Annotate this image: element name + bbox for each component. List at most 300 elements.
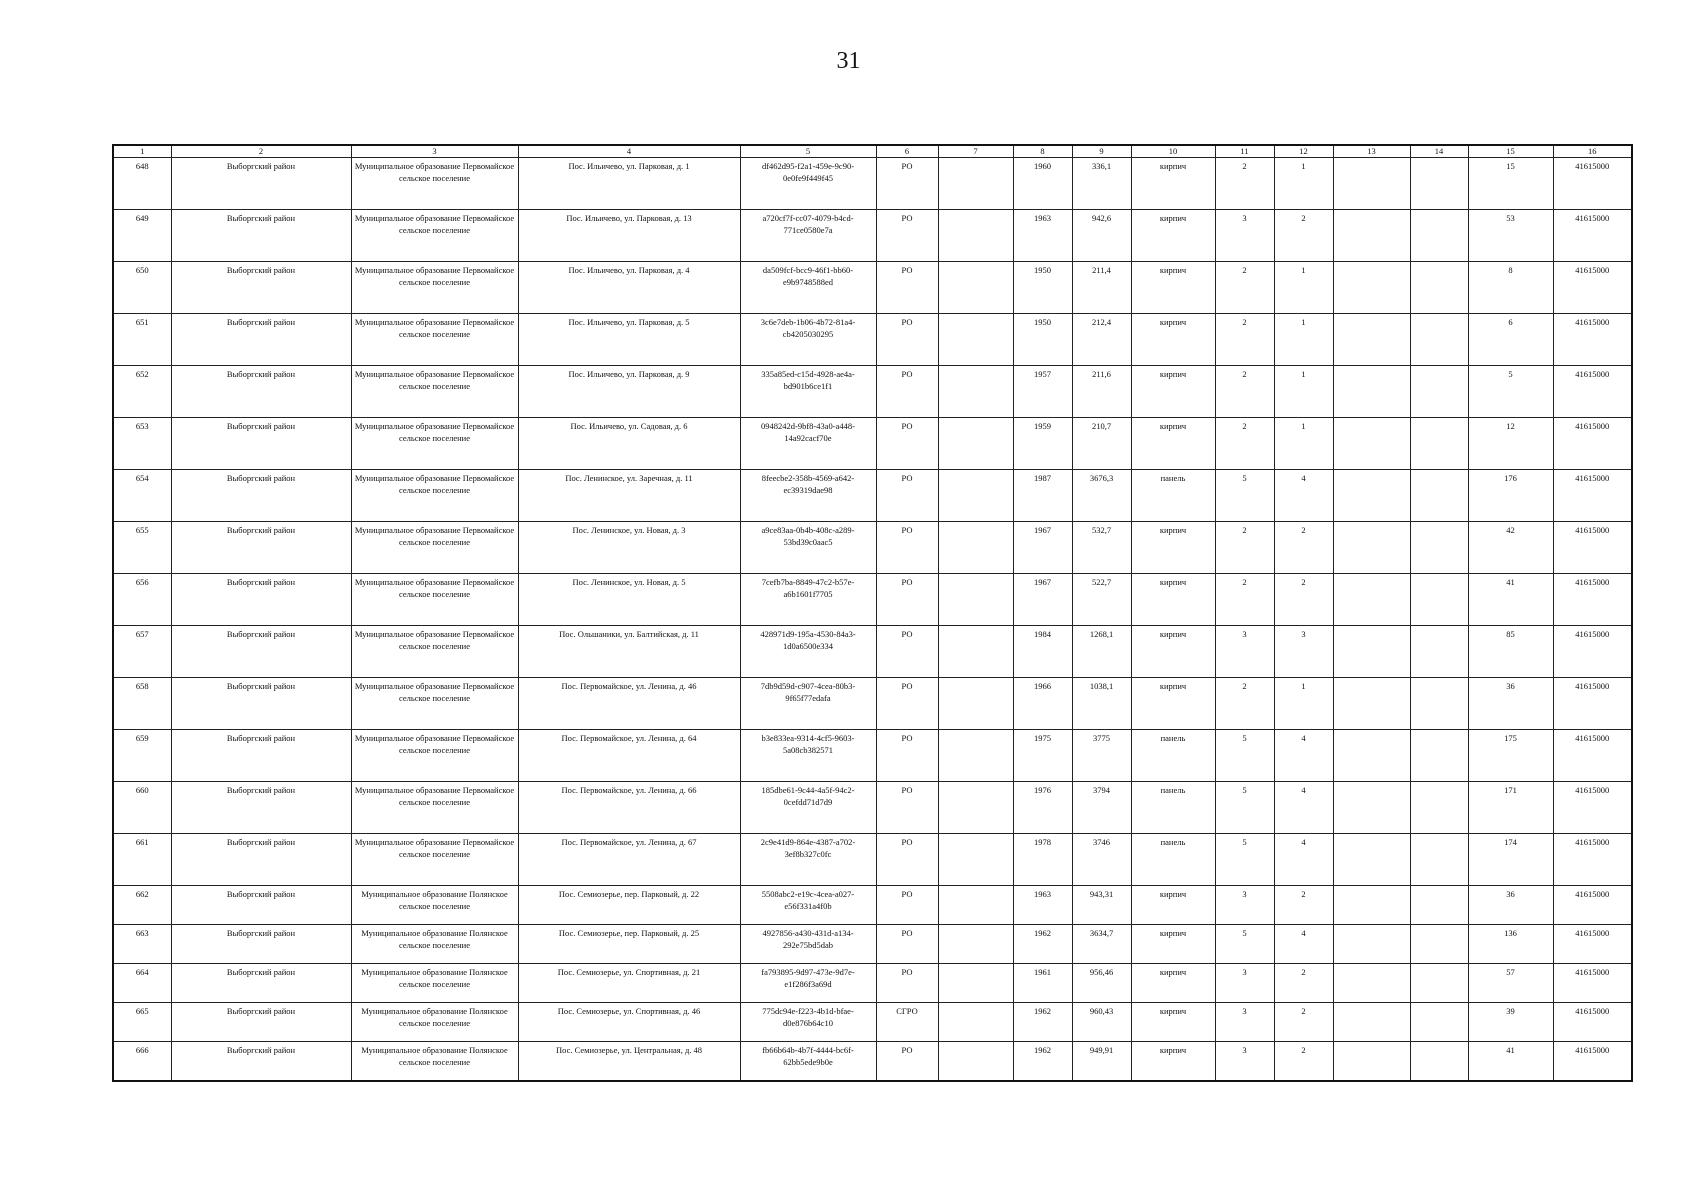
cell-house-guid: 7db9d59d-c907-4cea-80b3-9f65f77edafa: [740, 678, 876, 730]
cell-municipality: Муниципальное образование Первомайское сельское поселение: [351, 470, 518, 522]
column-header-11: 11: [1215, 145, 1274, 158]
cell-row-number: 650: [113, 262, 171, 314]
cell-municipality: Муниципальное образование Первомайское сельское поселение: [351, 366, 518, 418]
cell-col-13: [1333, 925, 1410, 964]
cell-district: Выборгский район: [171, 418, 351, 470]
cell-area: 960,43: [1072, 1003, 1131, 1042]
cell-col-14: [1410, 1003, 1468, 1042]
cell-row-number: 652: [113, 366, 171, 418]
cell-district: Выборгский район: [171, 925, 351, 964]
cell-year-built: 1984: [1013, 626, 1072, 678]
cell-address: Пос. Семиозерье, пер. Парковый, д. 22: [518, 886, 740, 925]
cell-year-built: 1978: [1013, 834, 1072, 886]
table-row: [113, 210, 1632, 262]
cell-year-built: 1963: [1013, 886, 1072, 925]
cell-col-7: [938, 314, 1013, 366]
cell-entrances: 1: [1274, 678, 1333, 730]
table-row: [113, 730, 1632, 782]
cell-floors: 3: [1215, 964, 1274, 1003]
cell-oktmo: 41615000: [1553, 782, 1632, 834]
cell-col-7: [938, 886, 1013, 925]
table-row: [113, 366, 1632, 418]
cell-management-type: РО: [876, 210, 938, 262]
cell-floors: 3: [1215, 1003, 1274, 1042]
cell-municipality: Муниципальное образование Первомайское сельское поселение: [351, 678, 518, 730]
cell-col-13: [1333, 418, 1410, 470]
cell-address: Пос. Ильичево, ул. Парковая, д. 5: [518, 314, 740, 366]
cell-house-guid: a720cf7f-cc07-4079-b4cd-771ce0580e7a: [740, 210, 876, 262]
cell-row-number: 654: [113, 470, 171, 522]
cell-col-13: [1333, 834, 1410, 886]
cell-entrances: 1: [1274, 314, 1333, 366]
cell-col-14: [1410, 886, 1468, 925]
cell-year-built: 1959: [1013, 418, 1072, 470]
cell-floors: 3: [1215, 626, 1274, 678]
cell-area: 336,1: [1072, 158, 1131, 210]
cell-address: Пос. Первомайское, ул. Ленина, д. 66: [518, 782, 740, 834]
cell-wall-material: кирпич: [1131, 418, 1215, 470]
cell-area: 3746: [1072, 834, 1131, 886]
cell-address: Пос. Ленинское, ул. Новая, д. 3: [518, 522, 740, 574]
cell-col-14: [1410, 678, 1468, 730]
cell-floors: 2: [1215, 262, 1274, 314]
cell-district: Выборгский район: [171, 782, 351, 834]
cell-municipality: Муниципальное образование Первомайское сельское поселение: [351, 782, 518, 834]
cell-district: Выборгский район: [171, 262, 351, 314]
cell-residents: 12: [1468, 418, 1553, 470]
cell-area: 3794: [1072, 782, 1131, 834]
cell-municipality: Муниципальное образование Первомайское сельское поселение: [351, 626, 518, 678]
cell-floors: 2: [1215, 678, 1274, 730]
cell-col-7: [938, 925, 1013, 964]
cell-col-7: [938, 1042, 1013, 1082]
cell-address: Пос. Семиозерье, ул. Спортивная, д. 46: [518, 1003, 740, 1042]
cell-address: Пос. Ильичево, ул. Парковая, д. 13: [518, 210, 740, 262]
cell-row-number: 653: [113, 418, 171, 470]
cell-municipality: Муниципальное образование Первомайское сельское поселение: [351, 314, 518, 366]
table-row: [113, 678, 1632, 730]
cell-municipality: Муниципальное образование Первомайское сельское поселение: [351, 730, 518, 782]
cell-address: Пос. Ильичево, ул. Парковая, д. 4: [518, 262, 740, 314]
cell-district: Выборгский район: [171, 1003, 351, 1042]
cell-district: Выборгский район: [171, 522, 351, 574]
cell-address: Пос. Первомайское, ул. Ленина, д. 64: [518, 730, 740, 782]
cell-year-built: 1967: [1013, 522, 1072, 574]
cell-residents: 57: [1468, 964, 1553, 1003]
cell-management-type: РО: [876, 730, 938, 782]
cell-wall-material: панель: [1131, 782, 1215, 834]
cell-house-guid: 0948242d-9bf8-43a0-a448-14a92cacf70e: [740, 418, 876, 470]
column-header-8: 8: [1013, 145, 1072, 158]
cell-address: Пос. Ленинское, ул. Заречная, д. 11: [518, 470, 740, 522]
table-row: [113, 418, 1632, 470]
cell-area: 1038,1: [1072, 678, 1131, 730]
table-body: [113, 158, 1632, 1082]
cell-oktmo: 41615000: [1553, 574, 1632, 626]
cell-residents: 6: [1468, 314, 1553, 366]
cell-management-type: РО: [876, 470, 938, 522]
cell-house-guid: 4927856-a430-431d-a134-292e75bd5dab: [740, 925, 876, 964]
cell-municipality: Муниципальное образование Полянское сельское поселение: [351, 886, 518, 925]
cell-col-13: [1333, 964, 1410, 1003]
cell-year-built: 1975: [1013, 730, 1072, 782]
cell-year-built: 1962: [1013, 1003, 1072, 1042]
cell-floors: 5: [1215, 470, 1274, 522]
cell-row-number: 659: [113, 730, 171, 782]
table-row: [113, 834, 1632, 886]
cell-col-7: [938, 1003, 1013, 1042]
cell-col-13: [1333, 470, 1410, 522]
cell-municipality: Муниципальное образование Первомайское сельское поселение: [351, 834, 518, 886]
cell-col-13: [1333, 574, 1410, 626]
cell-year-built: 1960: [1013, 158, 1072, 210]
cell-col-13: [1333, 886, 1410, 925]
table-row: [113, 314, 1632, 366]
cell-col-14: [1410, 834, 1468, 886]
cell-col-7: [938, 626, 1013, 678]
cell-wall-material: кирпич: [1131, 574, 1215, 626]
cell-wall-material: панель: [1131, 730, 1215, 782]
cell-wall-material: кирпич: [1131, 925, 1215, 964]
cell-address: Пос. Первомайское, ул. Ленина, д. 46: [518, 678, 740, 730]
cell-col-13: [1333, 1003, 1410, 1042]
cell-entrances: 4: [1274, 834, 1333, 886]
cell-house-guid: 428971d9-195a-4530-84a3-1d0a6500e334: [740, 626, 876, 678]
cell-wall-material: кирпич: [1131, 158, 1215, 210]
cell-col-14: [1410, 522, 1468, 574]
cell-floors: 2: [1215, 522, 1274, 574]
cell-wall-material: кирпич: [1131, 886, 1215, 925]
cell-col-14: [1410, 262, 1468, 314]
cell-oktmo: 41615000: [1553, 886, 1632, 925]
table-row: [113, 626, 1632, 678]
cell-entrances: 4: [1274, 470, 1333, 522]
cell-col-14: [1410, 210, 1468, 262]
cell-entrances: 4: [1274, 782, 1333, 834]
cell-address: Пос. Ильичево, ул. Парковая, д. 9: [518, 366, 740, 418]
cell-col-13: [1333, 626, 1410, 678]
cell-col-13: [1333, 262, 1410, 314]
cell-residents: 36: [1468, 886, 1553, 925]
cell-management-type: РО: [876, 418, 938, 470]
cell-col-7: [938, 158, 1013, 210]
cell-residents: 171: [1468, 782, 1553, 834]
cell-residents: 42: [1468, 522, 1553, 574]
cell-col-7: [938, 678, 1013, 730]
cell-oktmo: 41615000: [1553, 1042, 1632, 1082]
cell-floors: 3: [1215, 1042, 1274, 1082]
cell-residents: 15: [1468, 158, 1553, 210]
cell-col-13: [1333, 1042, 1410, 1082]
cell-management-type: СГРО: [876, 1003, 938, 1042]
cell-house-guid: 5508abc2-e19c-4cea-a027-e56f331a4f0b: [740, 886, 876, 925]
cell-address: Пос. Ольшаники, ул. Балтийская, д. 11: [518, 626, 740, 678]
cell-row-number: 651: [113, 314, 171, 366]
cell-area: 211,4: [1072, 262, 1131, 314]
table-row: [113, 158, 1632, 210]
table-row: [113, 1003, 1632, 1042]
cell-oktmo: 41615000: [1553, 470, 1632, 522]
cell-wall-material: кирпич: [1131, 210, 1215, 262]
cell-management-type: РО: [876, 964, 938, 1003]
cell-management-type: РО: [876, 678, 938, 730]
cell-col-7: [938, 730, 1013, 782]
cell-col-13: [1333, 366, 1410, 418]
table-row: [113, 574, 1632, 626]
table-row: [113, 470, 1632, 522]
page-number: 31: [836, 48, 861, 74]
cell-management-type: РО: [876, 834, 938, 886]
cell-address: Пос. Семиозерье, ул. Центральная, д. 48: [518, 1042, 740, 1082]
cell-col-14: [1410, 964, 1468, 1003]
cell-entrances: 4: [1274, 925, 1333, 964]
cell-entrances: 2: [1274, 1042, 1333, 1082]
cell-wall-material: панель: [1131, 834, 1215, 886]
cell-year-built: 1962: [1013, 925, 1072, 964]
cell-col-14: [1410, 626, 1468, 678]
column-header-9: 9: [1072, 145, 1131, 158]
cell-floors: 2: [1215, 366, 1274, 418]
cell-wall-material: кирпич: [1131, 1042, 1215, 1082]
cell-oktmo: 41615000: [1553, 522, 1632, 574]
cell-row-number: 664: [113, 964, 171, 1003]
cell-entrances: 1: [1274, 262, 1333, 314]
cell-col-7: [938, 262, 1013, 314]
cell-col-14: [1410, 782, 1468, 834]
cell-wall-material: кирпич: [1131, 314, 1215, 366]
cell-year-built: 1976: [1013, 782, 1072, 834]
cell-house-guid: b3e833ea-9314-4cf5-9603-5a08cb382571: [740, 730, 876, 782]
cell-col-7: [938, 418, 1013, 470]
cell-oktmo: 41615000: [1553, 730, 1632, 782]
cell-oktmo: 41615000: [1553, 964, 1632, 1003]
cell-residents: 174: [1468, 834, 1553, 886]
column-header-16: 16: [1553, 145, 1632, 158]
cell-area: 212,4: [1072, 314, 1131, 366]
cell-col-14: [1410, 470, 1468, 522]
cell-residents: 41: [1468, 574, 1553, 626]
cell-row-number: 666: [113, 1042, 171, 1082]
cell-area: 1268,1: [1072, 626, 1131, 678]
cell-district: Выборгский район: [171, 158, 351, 210]
cell-entrances: 2: [1274, 886, 1333, 925]
cell-area: 210,7: [1072, 418, 1131, 470]
cell-floors: 5: [1215, 782, 1274, 834]
cell-floors: 5: [1215, 834, 1274, 886]
cell-house-guid: 2c9e41d9-864e-4387-a702-3ef8b327c0fc: [740, 834, 876, 886]
cell-residents: 53: [1468, 210, 1553, 262]
cell-residents: 41: [1468, 1042, 1553, 1082]
cell-floors: 2: [1215, 314, 1274, 366]
cell-address: Пос. Ленинское, ул. Новая, д. 5: [518, 574, 740, 626]
cell-row-number: 649: [113, 210, 171, 262]
cell-floors: 3: [1215, 210, 1274, 262]
cell-floors: 5: [1215, 730, 1274, 782]
column-header-5: 5: [740, 145, 876, 158]
cell-oktmo: 41615000: [1553, 158, 1632, 210]
column-header-14: 14: [1410, 145, 1468, 158]
cell-house-guid: df462d95-f2a1-459e-9c90-0e0fe9f449f45: [740, 158, 876, 210]
cell-floors: 2: [1215, 418, 1274, 470]
cell-year-built: 1987: [1013, 470, 1072, 522]
cell-entrances: 4: [1274, 730, 1333, 782]
table-row: [113, 925, 1632, 964]
cell-oktmo: 41615000: [1553, 366, 1632, 418]
cell-oktmo: 41615000: [1553, 925, 1632, 964]
cell-col-13: [1333, 314, 1410, 366]
cell-address: Пос. Ильичево, ул. Парковая, д. 1: [518, 158, 740, 210]
cell-wall-material: кирпич: [1131, 262, 1215, 314]
cell-management-type: РО: [876, 158, 938, 210]
cell-col-7: [938, 574, 1013, 626]
cell-floors: 5: [1215, 925, 1274, 964]
cell-area: 949,91: [1072, 1042, 1131, 1082]
cell-municipality: Муниципальное образование Полянское сельское поселение: [351, 1003, 518, 1042]
cell-entrances: 2: [1274, 574, 1333, 626]
cell-house-guid: 775dc94e-f223-4b1d-bfae-d0e876b64c10: [740, 1003, 876, 1042]
cell-house-guid: da509fcf-bcc9-46f1-bb60-e9b9748588ed: [740, 262, 876, 314]
cell-management-type: РО: [876, 522, 938, 574]
cell-wall-material: панель: [1131, 470, 1215, 522]
column-header-10: 10: [1131, 145, 1215, 158]
cell-district: Выборгский район: [171, 626, 351, 678]
cell-residents: 175: [1468, 730, 1553, 782]
cell-residents: 36: [1468, 678, 1553, 730]
cell-management-type: РО: [876, 366, 938, 418]
cell-area: 211,6: [1072, 366, 1131, 418]
cell-residents: 8: [1468, 262, 1553, 314]
cell-area: 532,7: [1072, 522, 1131, 574]
cell-col-14: [1410, 925, 1468, 964]
cell-district: Выборгский район: [171, 678, 351, 730]
cell-management-type: РО: [876, 1042, 938, 1082]
column-number-row: [113, 145, 1632, 158]
cell-oktmo: 41615000: [1553, 626, 1632, 678]
cell-house-guid: 7cefb7ba-8849-47c2-b57e-a6b1601f7705: [740, 574, 876, 626]
cell-address: Пос. Первомайское, ул. Ленина, д. 67: [518, 834, 740, 886]
cell-management-type: РО: [876, 782, 938, 834]
cell-area: 3775: [1072, 730, 1131, 782]
column-header-15: 15: [1468, 145, 1553, 158]
cell-area: 942,6: [1072, 210, 1131, 262]
cell-col-14: [1410, 1042, 1468, 1082]
cell-floors: 3: [1215, 886, 1274, 925]
cell-col-13: [1333, 158, 1410, 210]
cell-row-number: 665: [113, 1003, 171, 1042]
column-header-1: 1: [113, 145, 171, 158]
cell-district: Выборгский район: [171, 1042, 351, 1082]
cell-oktmo: 41615000: [1553, 678, 1632, 730]
cell-residents: 5: [1468, 366, 1553, 418]
cell-col-7: [938, 964, 1013, 1003]
cell-wall-material: кирпич: [1131, 964, 1215, 1003]
cell-row-number: 660: [113, 782, 171, 834]
cell-col-7: [938, 522, 1013, 574]
cell-district: Выборгский район: [171, 366, 351, 418]
cell-entrances: 2: [1274, 964, 1333, 1003]
cell-col-14: [1410, 418, 1468, 470]
column-header-13: 13: [1333, 145, 1410, 158]
cell-management-type: РО: [876, 886, 938, 925]
cell-municipality: Муниципальное образование Первомайское сельское поселение: [351, 522, 518, 574]
table-row: [113, 964, 1632, 1003]
cell-wall-material: кирпич: [1131, 678, 1215, 730]
column-header-3: 3: [351, 145, 518, 158]
cell-col-13: [1333, 522, 1410, 574]
housing-registry-table: [112, 144, 1633, 1082]
cell-entrances: 2: [1274, 522, 1333, 574]
cell-row-number: 661: [113, 834, 171, 886]
cell-col-14: [1410, 158, 1468, 210]
cell-year-built: 1963: [1013, 210, 1072, 262]
cell-oktmo: 41615000: [1553, 834, 1632, 886]
table-row: [113, 262, 1632, 314]
cell-municipality: Муниципальное образование Первомайское сельское поселение: [351, 418, 518, 470]
cell-municipality: Муниципальное образование Первомайское сельское поселение: [351, 262, 518, 314]
cell-municipality: Муниципальное образование Полянское сельское поселение: [351, 1042, 518, 1082]
cell-floors: 2: [1215, 574, 1274, 626]
cell-year-built: 1961: [1013, 964, 1072, 1003]
cell-row-number: 658: [113, 678, 171, 730]
cell-wall-material: кирпич: [1131, 366, 1215, 418]
cell-district: Выборгский район: [171, 210, 351, 262]
cell-house-guid: fb66b64b-4b7f-4444-bc6f-62bb5ede9b0e: [740, 1042, 876, 1082]
cell-year-built: 1950: [1013, 262, 1072, 314]
cell-year-built: 1957: [1013, 366, 1072, 418]
cell-management-type: РО: [876, 314, 938, 366]
cell-row-number: 657: [113, 626, 171, 678]
cell-municipality: Муниципальное образование Первомайское сельское поселение: [351, 210, 518, 262]
cell-row-number: 663: [113, 925, 171, 964]
cell-row-number: 648: [113, 158, 171, 210]
column-header-4: 4: [518, 145, 740, 158]
cell-district: Выборгский район: [171, 574, 351, 626]
cell-oktmo: 41615000: [1553, 262, 1632, 314]
table-row: [113, 782, 1632, 834]
cell-entrances: 2: [1274, 210, 1333, 262]
cell-municipality: Муниципальное образование Полянское сельское поселение: [351, 964, 518, 1003]
cell-district: Выборгский район: [171, 964, 351, 1003]
cell-district: Выборгский район: [171, 730, 351, 782]
cell-residents: 39: [1468, 1003, 1553, 1042]
cell-management-type: РО: [876, 626, 938, 678]
cell-entrances: 1: [1274, 158, 1333, 210]
cell-district: Выборгский район: [171, 886, 351, 925]
cell-house-guid: fa793895-9d97-473e-9d7e-e1f286f3a69d: [740, 964, 876, 1003]
cell-year-built: 1966: [1013, 678, 1072, 730]
cell-col-13: [1333, 730, 1410, 782]
cell-col-13: [1333, 678, 1410, 730]
column-header-6: 6: [876, 145, 938, 158]
cell-wall-material: кирпич: [1131, 522, 1215, 574]
column-header-2: 2: [171, 145, 351, 158]
cell-entrances: 3: [1274, 626, 1333, 678]
cell-floors: 2: [1215, 158, 1274, 210]
cell-wall-material: кирпич: [1131, 626, 1215, 678]
cell-address: Пос. Семиозерье, пер. Парковый, д. 25: [518, 925, 740, 964]
cell-entrances: 1: [1274, 366, 1333, 418]
cell-oktmo: 41615000: [1553, 314, 1632, 366]
cell-house-guid: 335a85ed-c15d-4928-ae4a-bd901b6ce1f1: [740, 366, 876, 418]
cell-col-13: [1333, 210, 1410, 262]
table-row: [113, 522, 1632, 574]
cell-area: 3634,7: [1072, 925, 1131, 964]
cell-oktmo: 41615000: [1553, 1003, 1632, 1042]
cell-col-7: [938, 470, 1013, 522]
cell-oktmo: 41615000: [1553, 418, 1632, 470]
cell-district: Выборгский район: [171, 834, 351, 886]
cell-residents: 176: [1468, 470, 1553, 522]
